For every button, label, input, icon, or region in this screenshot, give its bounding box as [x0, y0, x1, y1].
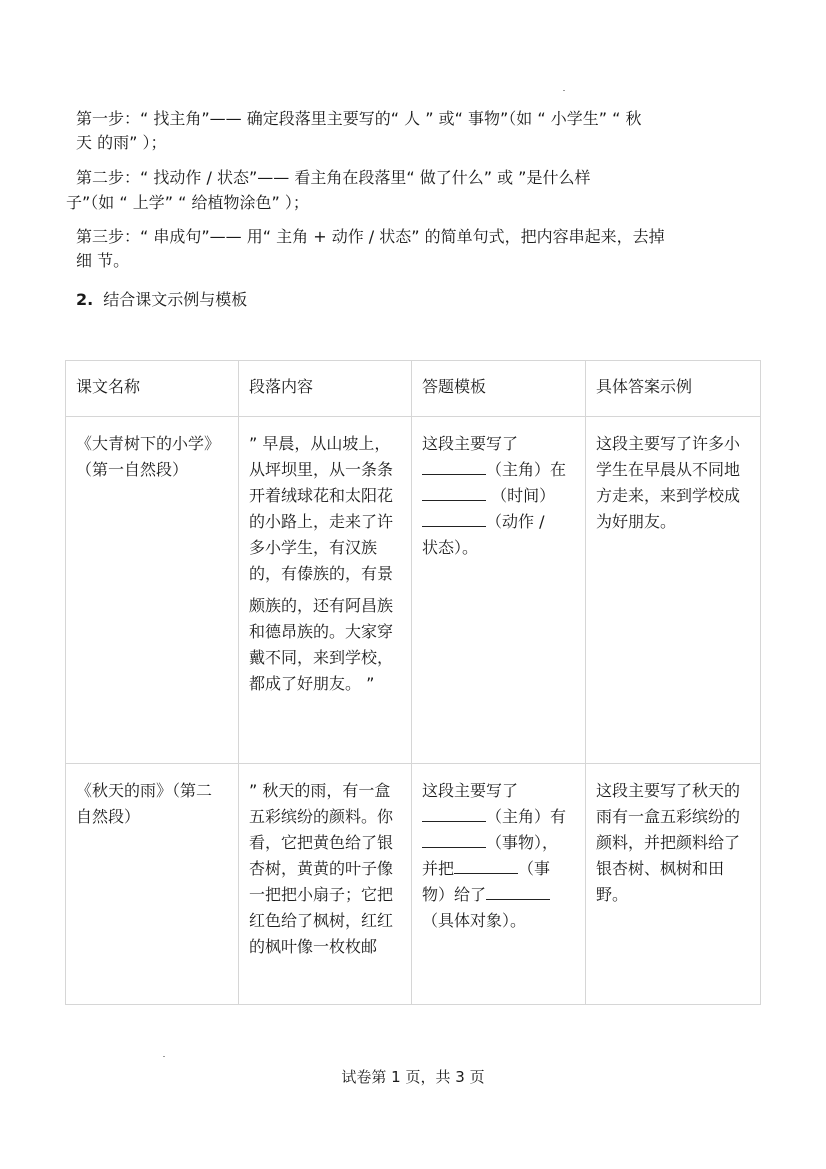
answer-blank[interactable] — [422, 830, 486, 848]
scan-speck — [163, 1056, 165, 1057]
step-label: 第三步： — [76, 227, 141, 246]
step-2-line-1: 第二步：“ 找动作 / 状态”—— 看主角在段落里“ 做了什么” 或 ”是什么样 — [76, 168, 591, 187]
section-title: 结合课文示例与模板 — [103, 290, 248, 309]
answer-blank[interactable] — [422, 483, 486, 501]
header-template: 答题模板 — [412, 361, 586, 417]
header-passage: 段落内容 — [239, 361, 412, 417]
header-answer: 具体答案示例 — [586, 361, 761, 417]
table-row — [66, 764, 761, 1005]
step-1-line-1: 第一步：“ 找主角”—— 确定段落里主要写的“ 人 ” 或“ 事物”（如 “ 小学生” “ 秋 — [76, 109, 642, 128]
template-cell: 这段主要写了 （主角）有 （事物）， 并把 （事 物）给了 （具体对象）。 — [412, 764, 586, 1005]
step-label: 第一步： — [76, 109, 141, 128]
table-row — [66, 417, 761, 764]
step-3-line-1: 第三步：“ 串成句”—— 用“ 主角 + 动作 / 状态” 的简单句式，把内容串起来，去掉 — [76, 227, 665, 246]
answer-blank[interactable] — [422, 457, 486, 475]
scan-speck — [563, 90, 565, 91]
step-3-line-2: 细 节。 — [76, 251, 130, 270]
page-footer: 试卷第 1 页，共 3 页 — [341, 1068, 485, 1086]
answer-cell: 这段主要写了许多小 学生在早晨从不同地 方走来，来到学校成 为好朋友。 — [586, 417, 761, 764]
step-2-line-2: 子”（如 “ 上学” “ 给植物涂色” ）； — [66, 193, 309, 212]
step-1-line-2: 天 的雨” ）； — [76, 133, 167, 152]
section-heading — [76, 289, 247, 311]
lesson-cell: 《秋天的雨》（第二 自然段） — [66, 764, 239, 1005]
answer-cell: 这段主要写了秋天的 雨有一盒五彩缤纷的 颜料，并把颜料给了 银杏树、枫树和田 野。 — [586, 764, 761, 1005]
example-table — [65, 360, 761, 1005]
lesson-cell: 《大青树下的小学》 （第一自然段） — [66, 417, 239, 764]
answer-blank[interactable] — [454, 856, 518, 874]
passage-cell: ” 早晨，从山坡上， 从坪坝里，从一条条 开着绒球花和太阳花 的小路上，走来了许 多小学生，有汉族 的，有傣族的，有景 颇族的，还有阿昌族 和德昂族的。大家穿 戴不同，来到学校， 都成了好朋友。 ” — [239, 417, 412, 764]
step-label: 第二步： — [76, 168, 141, 187]
answer-blank[interactable] — [486, 882, 550, 900]
template-cell: 这段主要写了 （主角）在 （时间） （动作 / 状态）。 — [412, 417, 586, 764]
passage-cell: ” 秋天的雨，有一盒 五彩缤纷的颜料。你 看，它把黄色给了银 杏树，黄黄的叶子像 一把把小扇子；它把 红色给了枫树，红红 的枫叶像一枚枚邮 — [239, 764, 412, 1005]
answer-blank[interactable] — [422, 509, 486, 527]
answer-blank[interactable] — [422, 804, 486, 822]
header-lesson: 课文名称 — [66, 361, 239, 417]
table-header-row — [66, 361, 761, 417]
section-number: 2. — [76, 290, 94, 309]
